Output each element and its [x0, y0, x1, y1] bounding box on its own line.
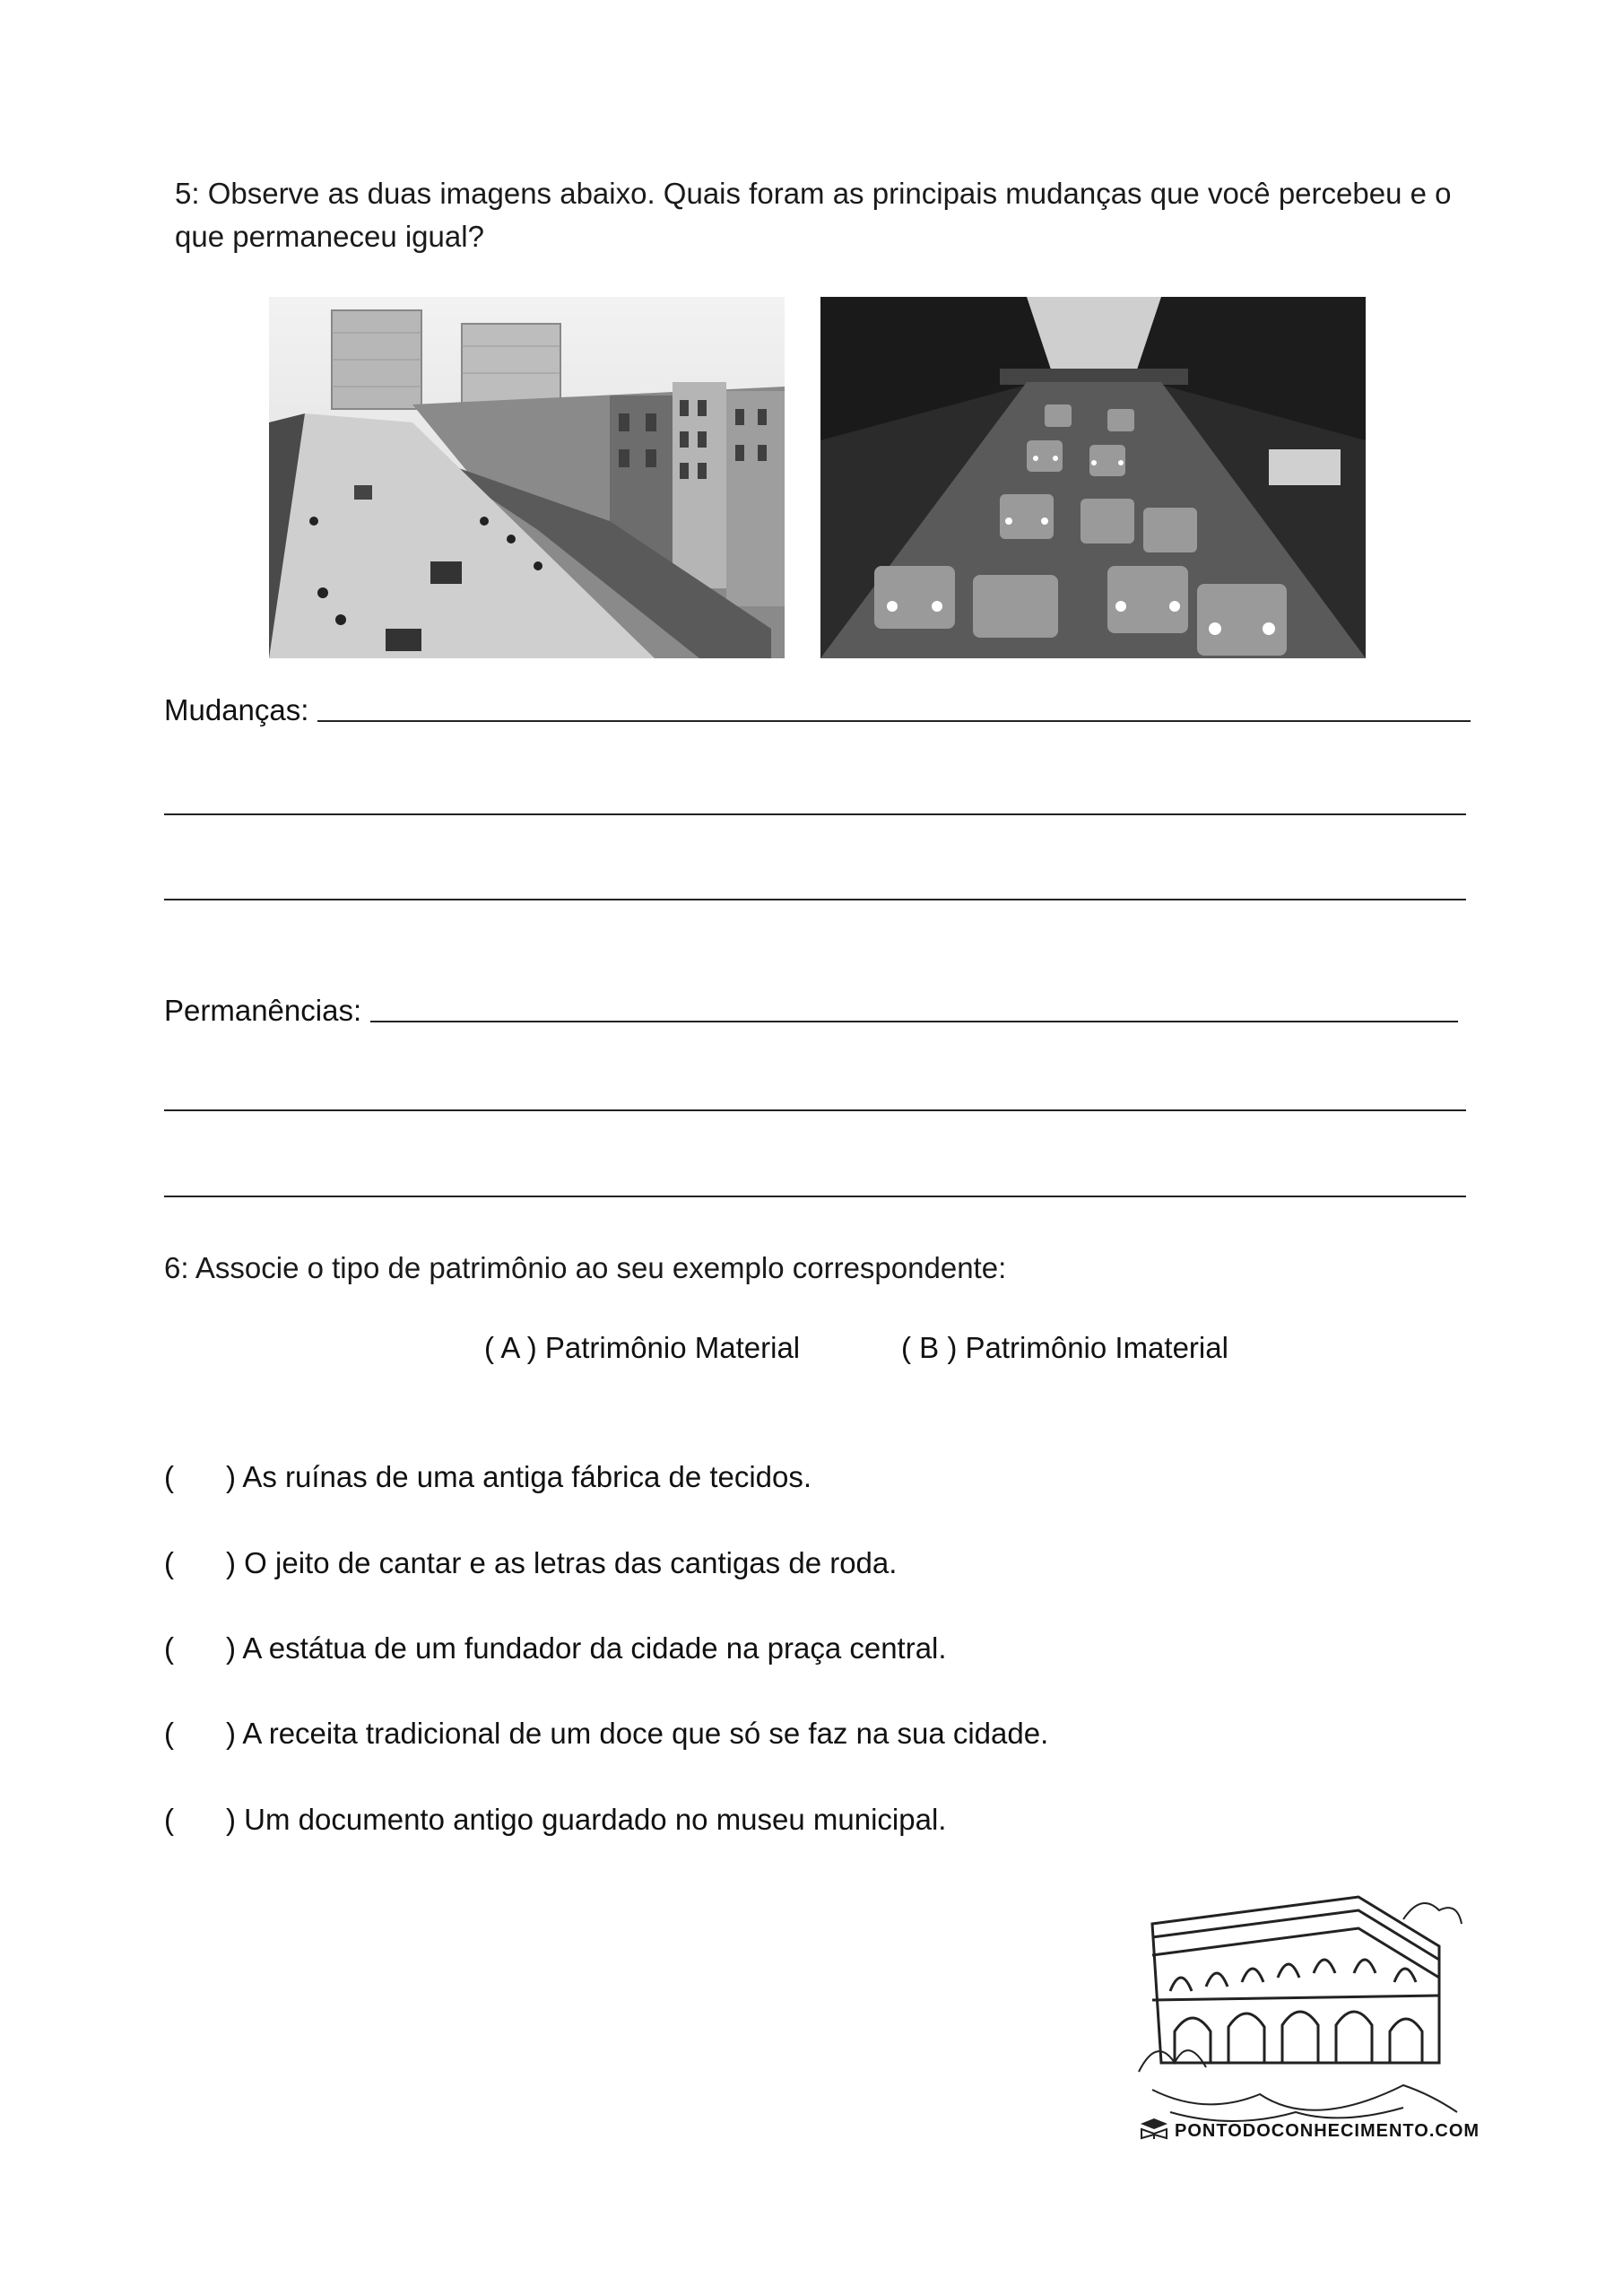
option-a: ( A ) Patrimônio Material: [484, 1331, 801, 1364]
bracket-open: (: [164, 1631, 174, 1665]
modern-traffic-photo-icon: [820, 297, 1366, 658]
mudancas-line[interactable]: [164, 693, 1471, 727]
item-text: A estátua de um fundador da cidade na praça central.: [242, 1631, 947, 1665]
mudancas-answer-line-3[interactable]: [164, 899, 1466, 900]
bracket-open: (: [164, 1803, 174, 1836]
bracket-open: (: [164, 1460, 174, 1493]
permanencias-answer-line-3[interactable]: [164, 1196, 1466, 1197]
item-text: As ruínas de uma antiga fábrica de tecidos.: [242, 1460, 812, 1493]
question-6-text: 6: Associe o tipo de patrimônio ao seu exemplo correspondente:: [164, 1251, 1007, 1284]
mudancas-answer-line-2[interactable]: [164, 813, 1466, 815]
list-item[interactable]: [164, 1546, 897, 1580]
permanencias-label: Permanências:: [164, 994, 362, 1027]
item-text: O jeito de cantar e as letras das cantigas de roda.: [244, 1546, 898, 1579]
aqueduct-drawing-icon: [1134, 1883, 1466, 2152]
permanencias-answer-line-2[interactable]: [164, 1109, 1466, 1111]
list-item[interactable]: [164, 1631, 947, 1665]
book-graduation-icon: [1139, 2117, 1169, 2145]
permanencias-answer-line[interactable]: [370, 1021, 1458, 1022]
mudancas-label: Mudanças:: [164, 693, 309, 726]
bracket-open: (: [164, 1717, 174, 1750]
bracket-open: (: [164, 1546, 174, 1579]
bracket-close: ): [226, 1460, 236, 1493]
list-item[interactable]: [164, 1717, 1048, 1751]
item-text: A receita tradicional de um doce que só se faz na sua cidade.: [242, 1717, 1049, 1750]
site-url: PONTODOCONHECIMENTO.COM: [1175, 2120, 1480, 2141]
mudancas-answer-line[interactable]: [317, 720, 1471, 722]
bracket-close: ): [226, 1546, 236, 1579]
list-item[interactable]: [164, 1460, 812, 1494]
option-b: ( B ) Patrimônio Imaterial: [901, 1331, 1228, 1364]
bracket-close: ): [226, 1631, 236, 1665]
permanencias-line[interactable]: [164, 994, 1458, 1028]
bracket-close: ): [226, 1717, 236, 1750]
site-footer: [1139, 2117, 1480, 2145]
list-item[interactable]: [164, 1803, 946, 1837]
historic-street-photo-icon: [269, 297, 785, 658]
question-5-text: 5: Observe as duas imagens abaixo. Quais foram as principais mudanças que você percebeu e o que permaneceu igual?: [175, 177, 1452, 253]
bracket-close: ): [226, 1803, 236, 1836]
item-text: Um documento antigo guardado no museu municipal.: [244, 1803, 947, 1836]
